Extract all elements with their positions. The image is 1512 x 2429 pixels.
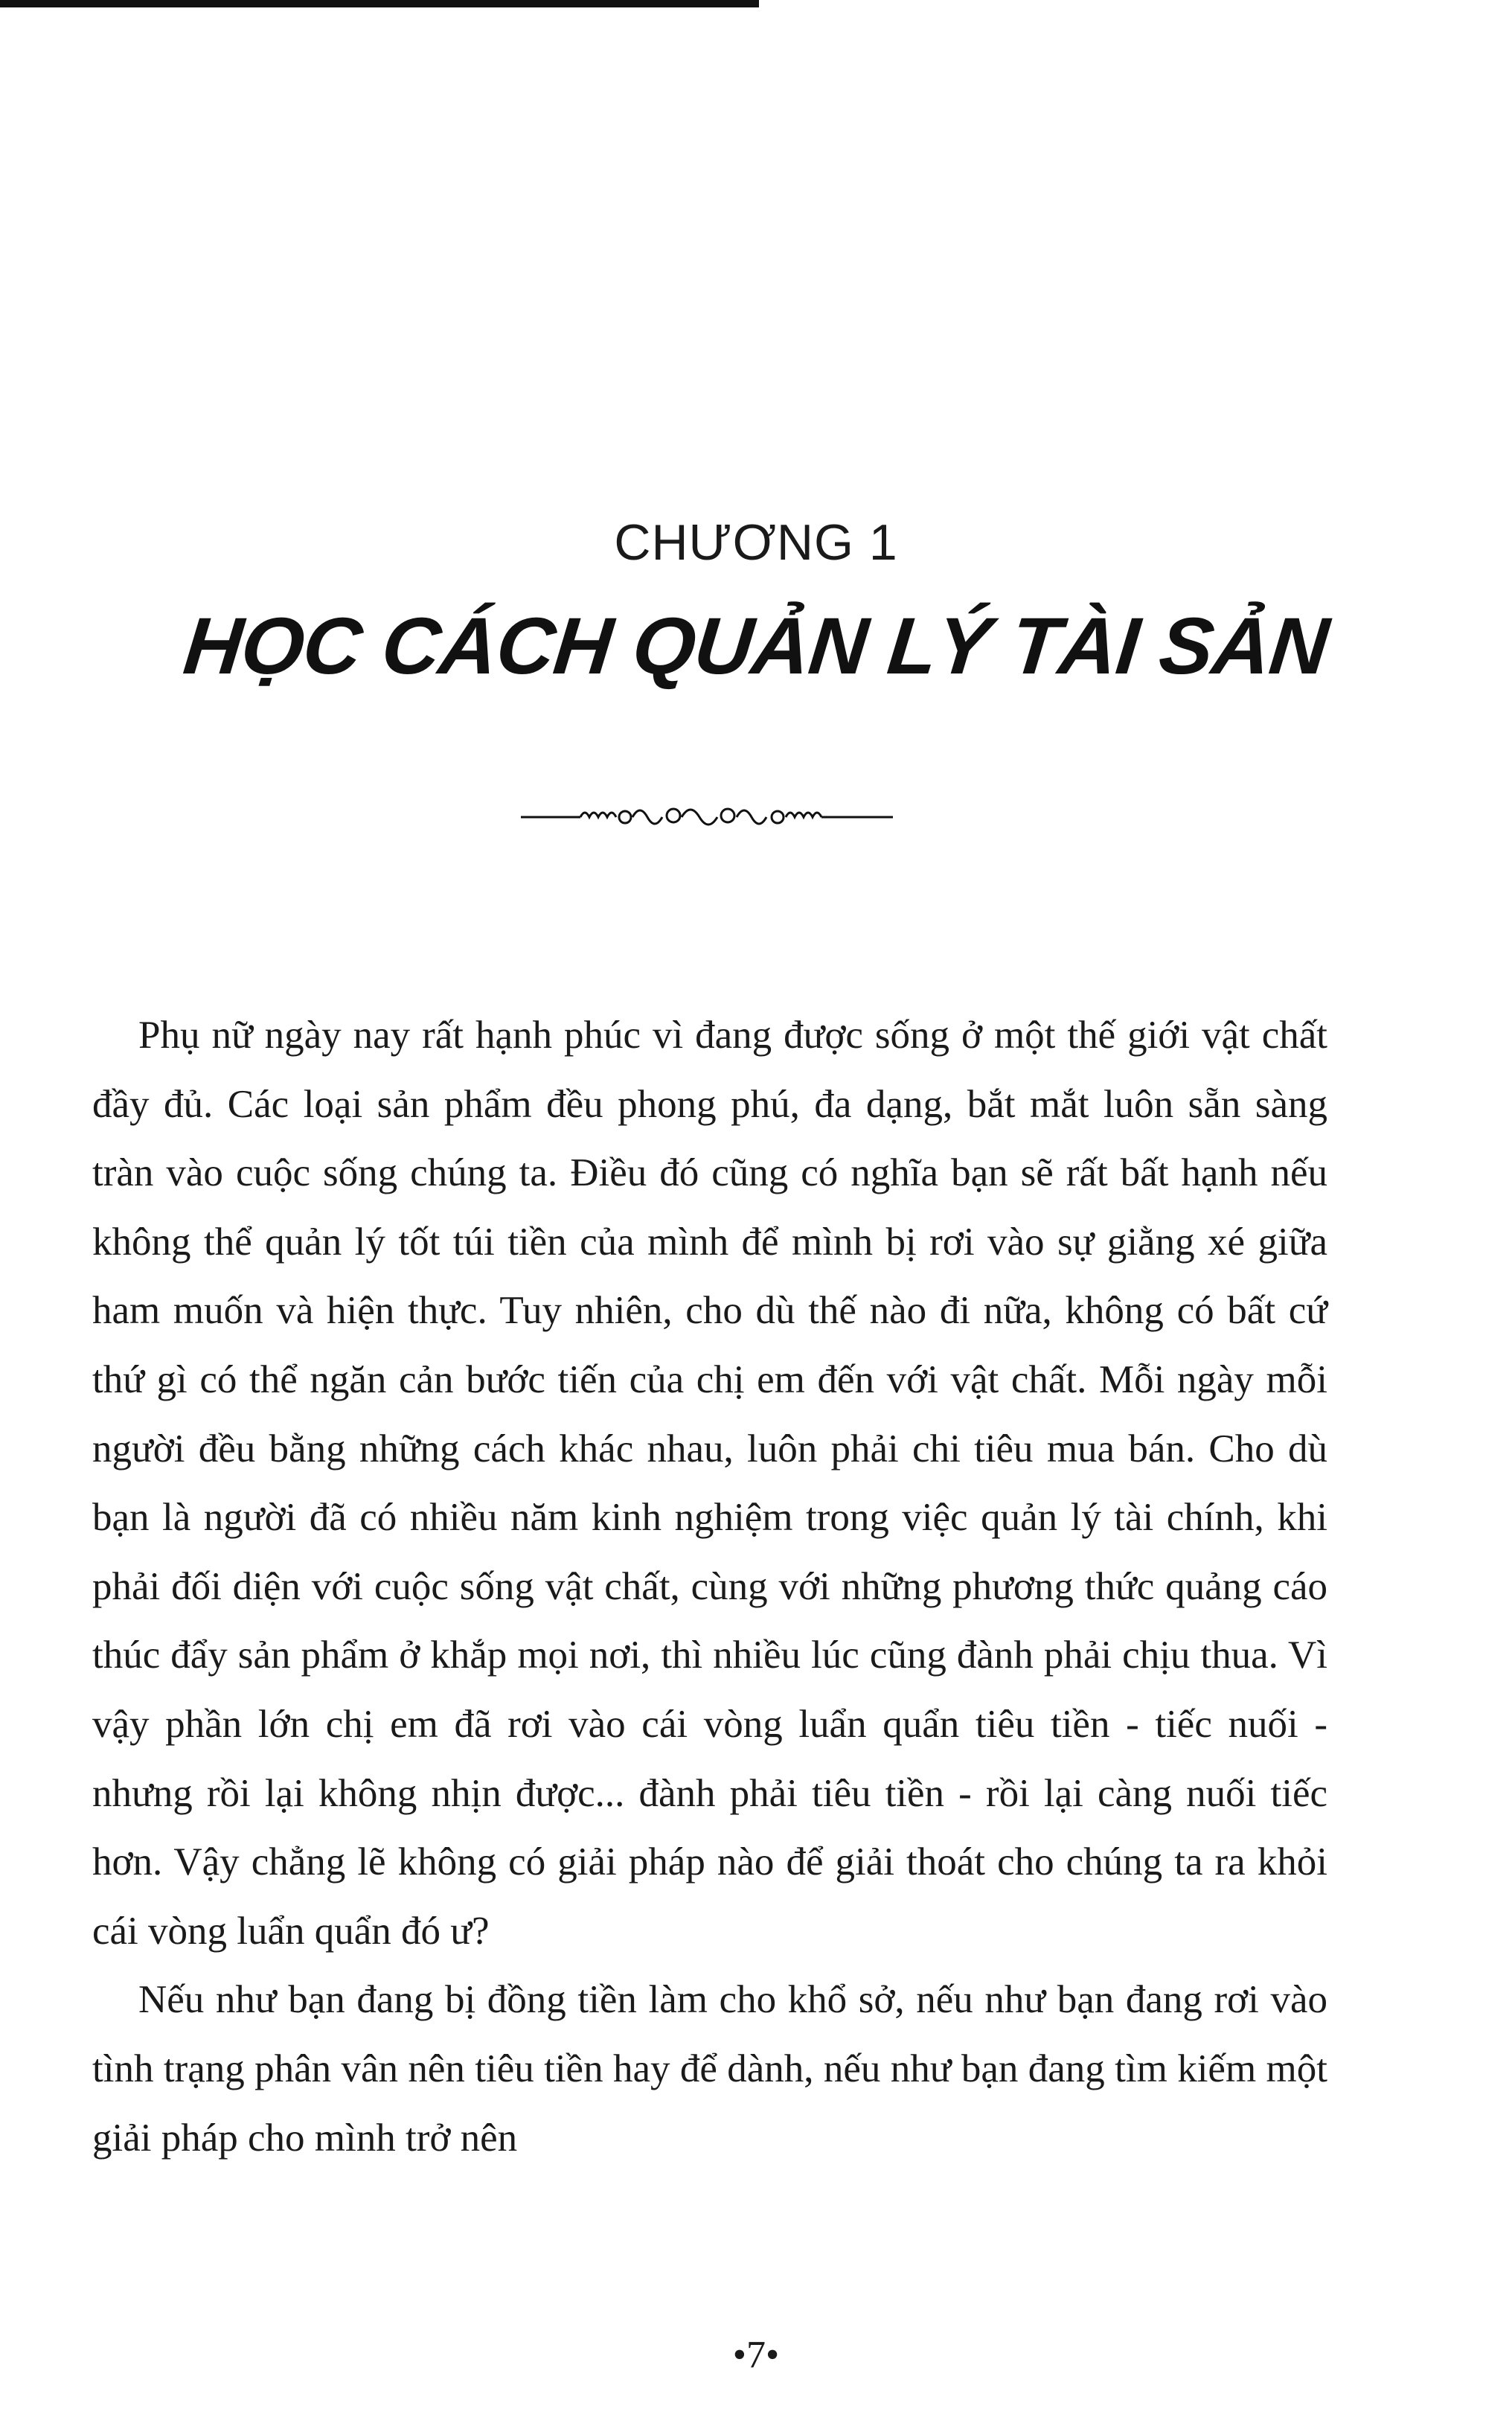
chapter-label: CHƯƠNG 1: [614, 514, 898, 571]
top-edge-rule: [0, 0, 759, 7]
paragraph-1: Phụ nữ ngày nay rất hạnh phúc vì đang được sống ở một thế giới vật chất đầy đủ. Các loại sản phẩm đều phong phú, đa dạng, bắt mắt luôn sẵn sàng tràn vào cuộc sống chúng ta. Điều đó cũng có nghĩa bạn sẽ rất bất hạnh nếu không thể quản lý tốt túi tiền của mình để mình bị rơi vào sự giằng xé giữa ham muốn và hiện thực. Tuy nhiên, cho dù thế nào đi nữa, không có bất cứ thứ gì có thể ngăn cản bước tiến của chị em đến với vật chất. Mỗi ngày mỗi người đều bằng những cách khác nhau, luôn phải chi tiêu mua bán. Cho dù bạn là người đã có nhiều năm kinh nghiệm trong việc quản lý tài chính, khi phải đối diện với cuộc sống vật chất, cùng với những phương thức quảng cáo thúc đẩy sản phẩm ở khắp mọi nơi, thì nhiều lúc cũng đành phải chịu thua. Vì vậy phần lớn chị em đã rơi vào cái vòng luẩn quẩn tiêu tiền - tiếc nuối - nhưng rồi lại không nhịn được... đành phải tiêu tiền - rồi lại càng nuối tiếc hơn. Vậy chẳng lẽ không có giải pháp nào để giải thoát cho chúng ta ra khỏi cái vòng luẩn quẩn đó ư?: [92, 1014, 1327, 1953]
flourish-divider-icon: [521, 795, 893, 839]
paragraph-2: Nếu như bạn đang bị đồng tiền làm cho khổ sở, nếu như bạn đang rơi vào tình trạng phân vân nên tiêu tiền hay để dành, nếu như bạn đang tìm kiếm một giải pháp cho mình trở nên: [92, 1978, 1327, 2160]
chapter-title: HỌC CÁCH QUẢN LÝ TÀI SẢN: [179, 601, 1333, 691]
body-text: [92, 1001, 1327, 2172]
page-number: •7•: [732, 2334, 780, 2376]
